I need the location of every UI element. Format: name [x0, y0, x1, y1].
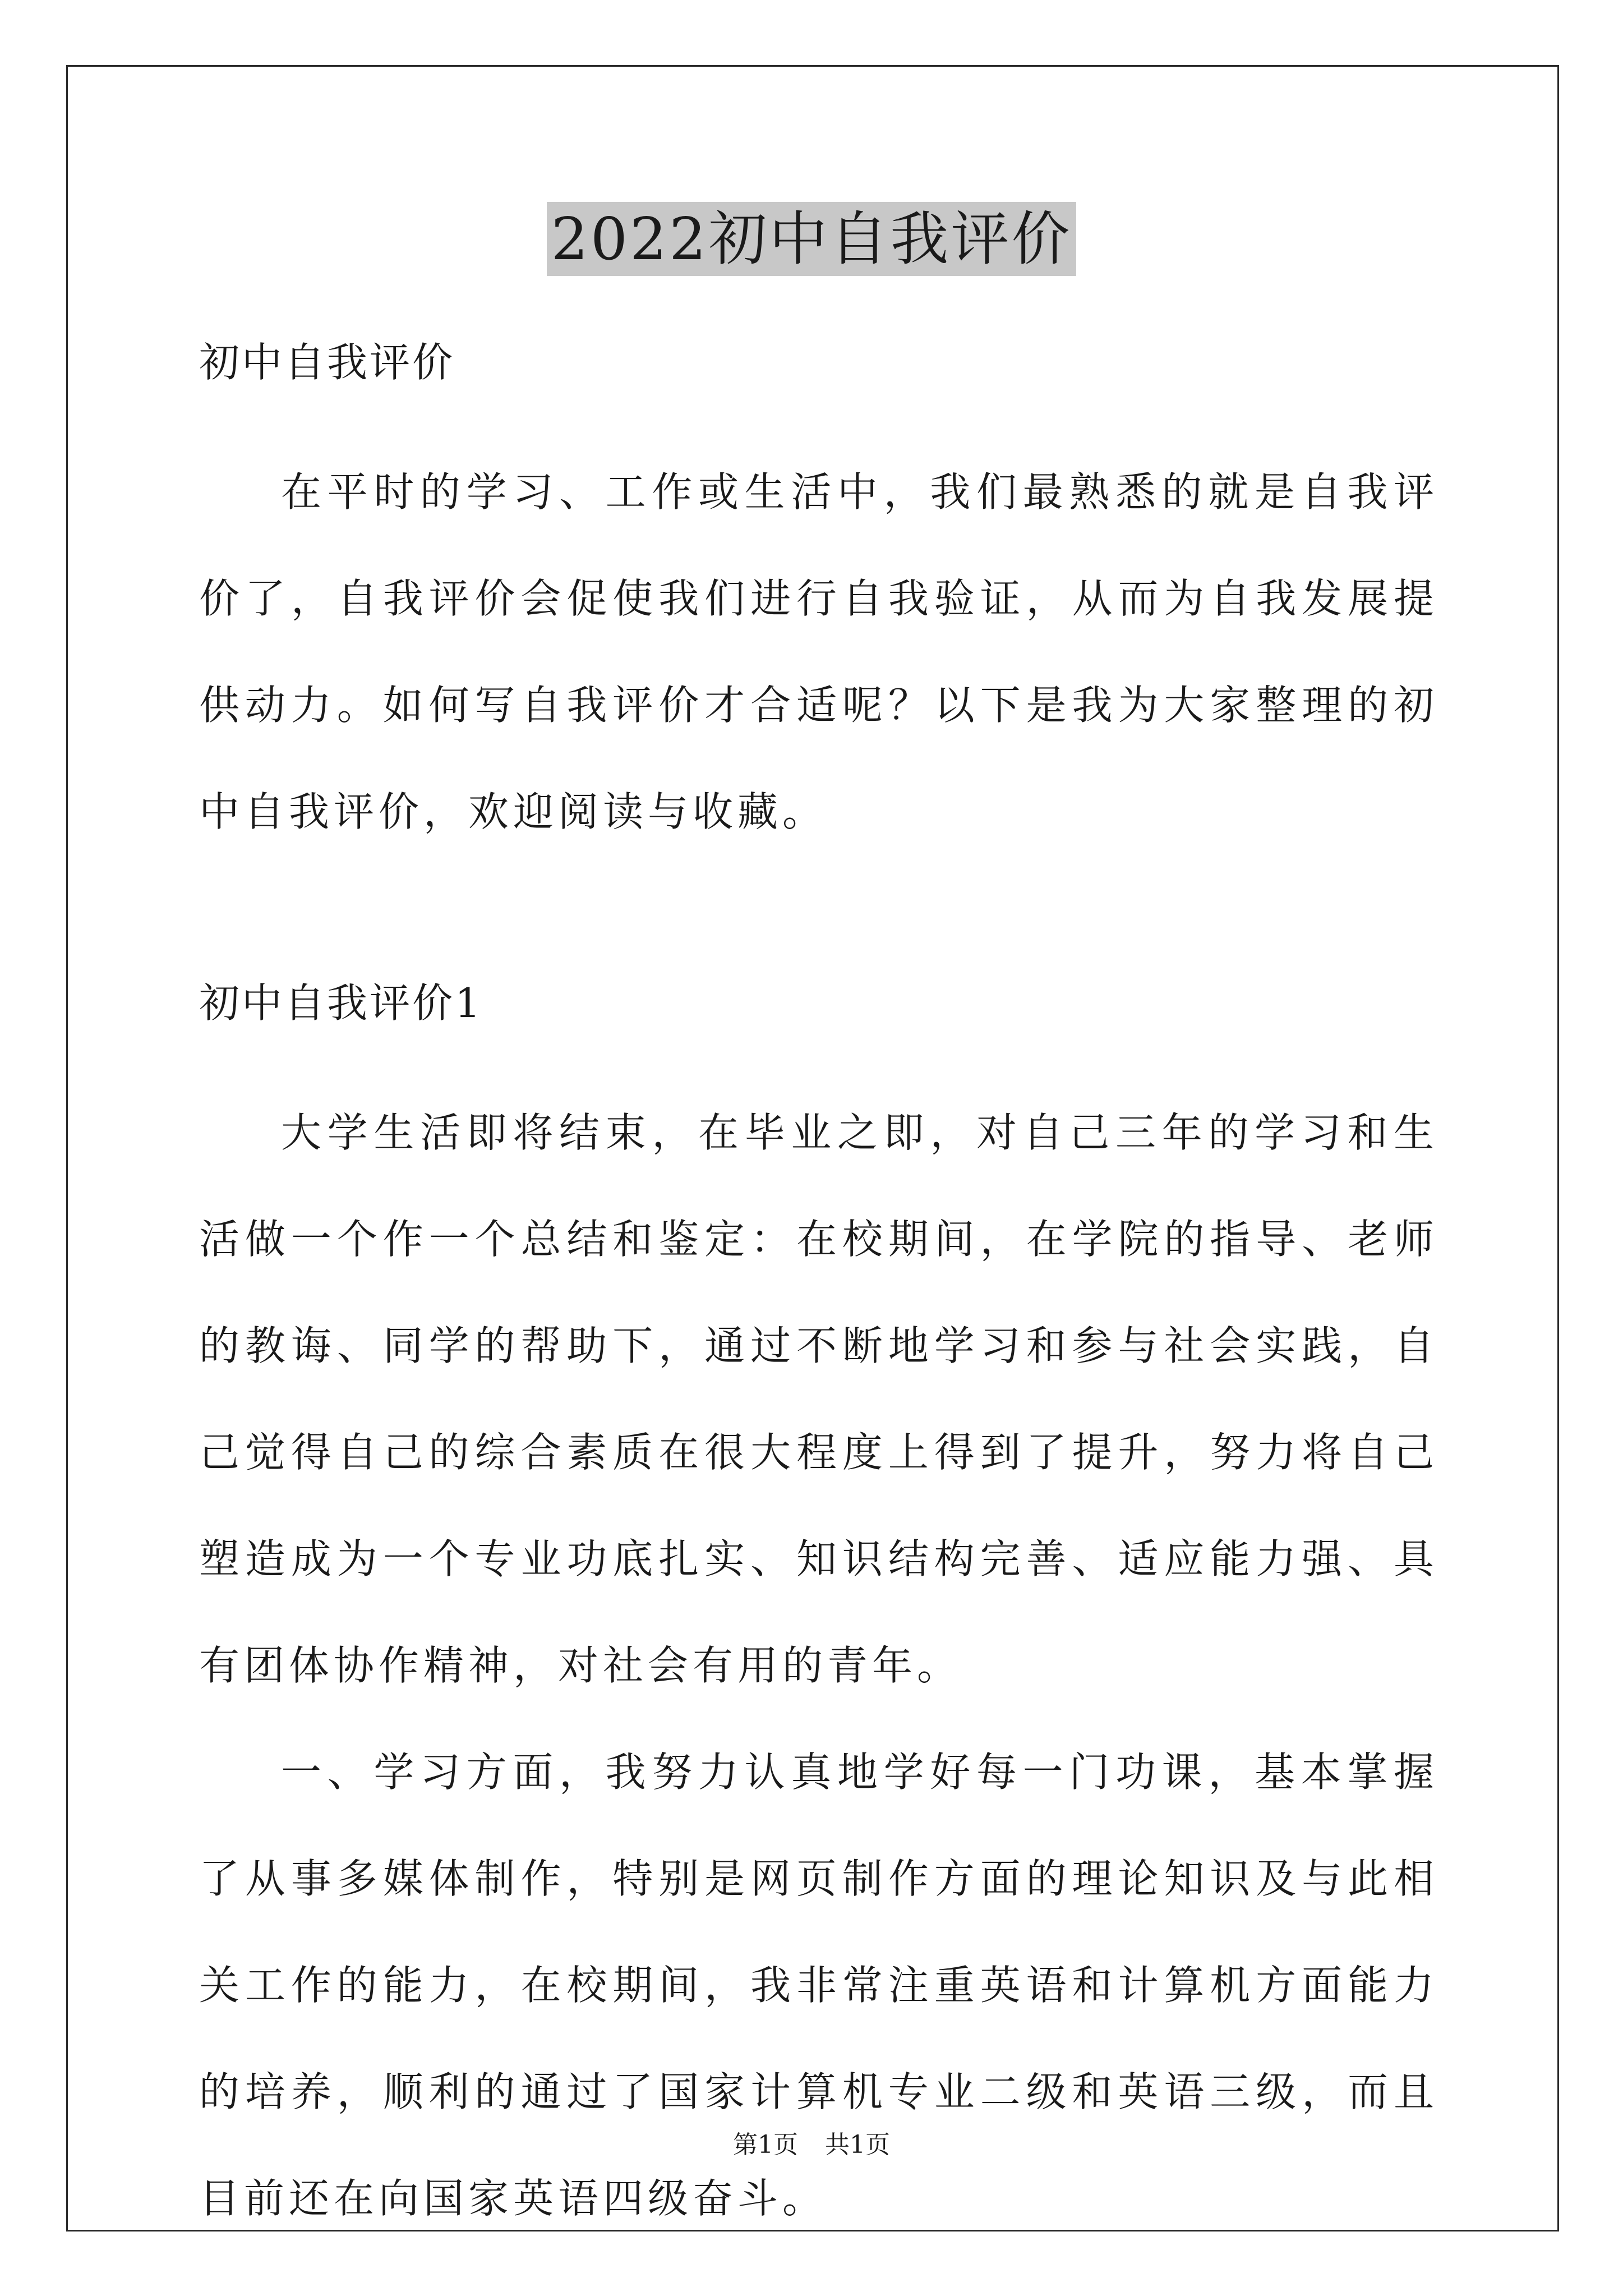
document-body [199, 337, 1438, 2252]
title-container [0, 202, 1623, 276]
section-1-paragraph-1: 大学生活即将结束，在毕业之即，对自己三年的学习和生活做一个作一个总结和鉴定：在校期间，在学院的指导、老师的教诲、同学的帮助下，通过不断地学习和参与社会实践，自己觉得自己的综合素质在很大程度上得到了提升，努力将自己塑造成为一个专业功底扎实、知识结构完善、适应能力强、具有团体协作精神，对社会有用的青年。 [199, 1109, 1438, 1689]
intro-paragraph: 在平时的学习、工作或生活中，我们最熟悉的就是自我评价了，自我评价会促使我们进行自我验证，从而为自我发展提供动力。如何写自我评价才合适呢？以下是我为大家整理的初中自我评价，欢迎阅读与收藏。 [199, 468, 1438, 835]
section-1-paragraph-2: 一、学习方面，我努力认真地学好每一门功课，基本掌握了从事多媒体制作，特别是网页制作方面的理论知识及与此相关工作的能力，在校期间，我非常注重英语和计算机方面能力的培养，顺利的通过了国家计算机专业二级和英语三级，而且目前还在向国家英语四级奋斗。 [199, 1749, 1438, 2222]
page-footer [0, 2129, 1623, 2161]
page-number-total: 共1页 [825, 2131, 890, 2159]
page-number-current: 第1页 [733, 2131, 798, 2159]
section-heading-1: 初中自我评价1 [199, 979, 483, 1027]
section-heading-intro: 初中自我评价 [199, 339, 455, 386]
document-title: 2022初中自我评价 [547, 202, 1077, 276]
